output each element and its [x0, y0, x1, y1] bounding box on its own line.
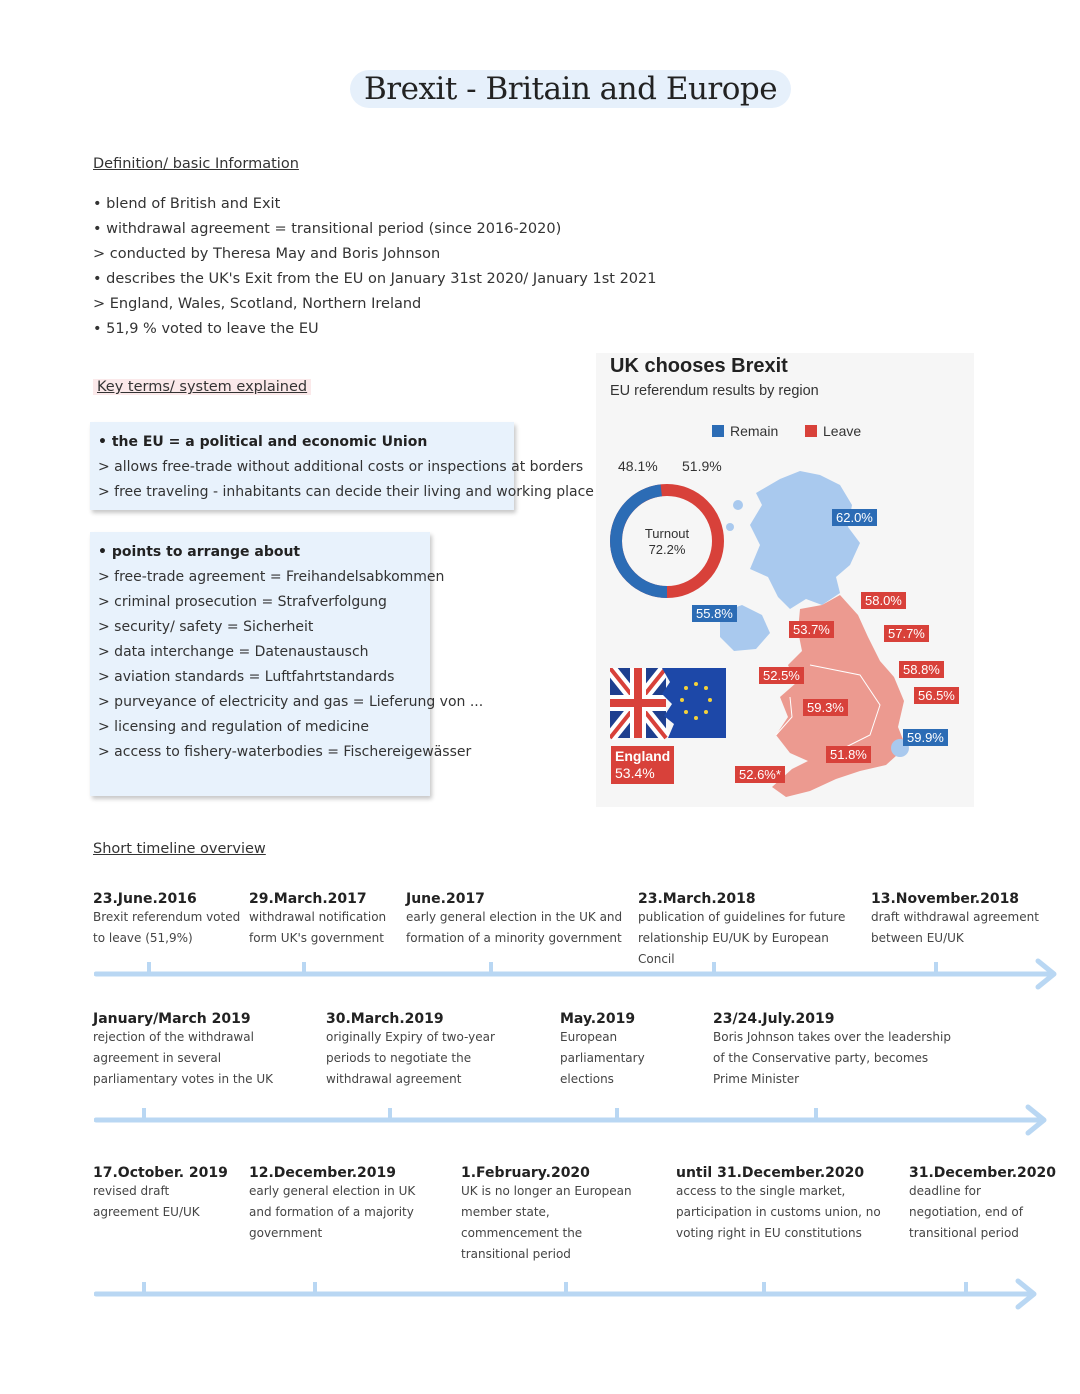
timeline-desc: originally Expiry of two-year periods to negotiate the withdrawal agreement	[326, 1030, 495, 1086]
timeline-event	[713, 1011, 963, 1090]
page-title: Brexit - Britain and Europe	[350, 70, 791, 108]
timeline-desc: European parliamentary elections	[560, 1030, 645, 1086]
scotland-tag: 62.0%	[832, 509, 877, 526]
timeline-event	[909, 1165, 1057, 1244]
england-value: 53.4%	[615, 765, 655, 781]
points-box-line: > licensing and regulation of medicine	[98, 719, 369, 735]
timeline-event	[406, 891, 626, 949]
timeline-event	[326, 1011, 531, 1090]
west-midlands-tag: 59.3%	[803, 699, 848, 716]
timeline-date: 23/24.July.2019	[713, 1011, 835, 1027]
timeline-desc: draft withdrawal agreement between EU/UK	[871, 910, 1039, 945]
timeline-date: 13.November.2018	[871, 891, 1020, 907]
timeline-date: 29.March.2017	[249, 891, 367, 907]
timeline-desc: Brexit referendum voted to leave (51,9%)	[93, 910, 241, 945]
timeline-event	[93, 891, 243, 949]
points-box-line: > access to fishery-waterbodies = Fischereigewässer	[98, 744, 472, 760]
north-east-tag: 58.0%	[861, 592, 906, 609]
timeline-date: January/March 2019	[93, 1011, 251, 1027]
eu-box-head: • the EU = a political and economic Union	[98, 434, 428, 450]
timeline-desc: UK is no longer an European member state, commencement the transitional period	[461, 1184, 632, 1261]
legend-remain	[712, 423, 778, 439]
timeline-desc: withdrawal notification form UK's government	[249, 910, 387, 945]
timeline-date: 23.June.2016	[93, 891, 197, 907]
timeline-arrow	[94, 956, 1062, 992]
timeline-date: 31.December.2020	[909, 1165, 1057, 1181]
infographic-subtitle: EU referendum results by region	[610, 383, 819, 399]
timeline-desc: revised draft agreement EU/UK	[93, 1184, 200, 1219]
turnout-label: Turnout	[644, 526, 690, 541]
points-box-line: > free-trade agreement = Freihandelsabkommen	[98, 569, 445, 585]
definition-heading: Definition/ basic Information	[93, 156, 299, 172]
definition-line: > conducted by Theresa May and Boris Johnson	[93, 246, 441, 262]
timeline-date: 23.March.2018	[638, 891, 756, 907]
east-tag: 56.5%	[914, 687, 959, 704]
definition-list	[93, 192, 656, 342]
eu-definition-box	[90, 422, 594, 510]
leave-swatch	[805, 425, 817, 437]
points-box-head: • points to arrange about	[98, 544, 301, 560]
points-box-line: > aviation standards = Luftfahrtstandards	[98, 669, 395, 685]
england-tag	[611, 746, 674, 784]
timeline-desc: early general election in the UK and formation of a minority government	[406, 910, 623, 945]
timeline-date: 30.March.2019	[326, 1011, 444, 1027]
timeline-desc: early general election in UK and formation of a majority government	[249, 1184, 416, 1240]
timeline-desc: access to the single market, participation in customs union, no voting right in EU constitutions	[676, 1184, 881, 1240]
legend-remain-label: Remain	[730, 423, 779, 439]
yorkshire-tag: 57.7%	[884, 625, 929, 642]
definition-line: > England, Wales, Scotland, Northern Ireland	[93, 296, 422, 312]
timeline-event	[676, 1165, 886, 1244]
london-tag: 59.9%	[903, 729, 948, 746]
definition-line: • describes the UK's Exit from the EU on January 31st 2020/ January 1st 2021	[93, 271, 657, 287]
south-west-tag: 52.6%*	[735, 766, 785, 783]
leave-percent: 51.9%	[682, 458, 722, 474]
definition-line: • blend of British and Exit	[93, 196, 281, 212]
points-box-line: > criminal prosecution = Strafverfolgung	[98, 594, 387, 610]
definition-line: • 51,9 % voted to leave the EU	[93, 321, 319, 337]
legend-leave	[805, 423, 861, 439]
east-midlands-tag: 58.8%	[899, 661, 944, 678]
north-west-tag: 53.7%	[789, 621, 834, 638]
timeline-date: June.2017	[406, 891, 485, 907]
eu-box-line: > allows free-trade without additional costs or inspections at borders	[98, 459, 584, 475]
timeline-date: May.2019	[560, 1011, 636, 1027]
timeline-desc: publication of guidelines for future relationship EU/UK by European Concil	[638, 910, 846, 966]
turnout-value: 72.2%	[648, 542, 686, 557]
timeline-date: 17.October. 2019	[93, 1165, 228, 1181]
timeline-event	[93, 1165, 233, 1223]
scotland-region	[750, 471, 860, 609]
legend-leave-label: Leave	[823, 423, 862, 439]
south-east-tag: 51.8%	[826, 746, 871, 763]
timeline-event	[871, 891, 1051, 949]
remain-percent: 48.1%	[618, 458, 658, 474]
eu-box-line: > free traveling - inhabitants can decide their living and working place	[98, 484, 594, 500]
timeline-date: 1.February.2020	[461, 1165, 590, 1181]
remain-swatch	[712, 425, 724, 437]
timeline-date: 12.December.2019	[249, 1165, 397, 1181]
definition-line: • withdrawal agreement = transitional period (since 2016-2020)	[93, 221, 562, 237]
timeline-event	[249, 891, 399, 949]
points-box-line: > data interchange = Datenaustausch	[98, 644, 369, 660]
key-terms-heading: Key terms/ system explained	[93, 379, 311, 395]
timeline-desc: Boris Johnson takes over the leadership of the Conservative party, becomes Prime Minister	[713, 1030, 951, 1086]
england-label: England	[615, 748, 671, 764]
timeline-event	[93, 1011, 308, 1090]
timeline-event	[249, 1165, 419, 1244]
points-box-line: > purveyance of electricity and gas = Lieferung von ...	[98, 694, 484, 710]
timeline-desc: rejection of the withdrawal agreement in several parliamentary votes in the UK	[93, 1030, 274, 1086]
points-box	[90, 532, 484, 796]
timeline-heading: Short timeline overview	[93, 841, 266, 857]
points-box-line: > security/ safety = Sicherheit	[98, 619, 314, 635]
wales-tag: 52.5%	[759, 667, 804, 684]
timeline-desc: deadline for negotiation, end of transitional period	[909, 1184, 1023, 1240]
timeline-event	[461, 1165, 651, 1265]
timeline-date: until 31.December.2020	[676, 1165, 865, 1181]
timeline-event	[560, 1011, 690, 1090]
infographic-title: UK chooses Brexit	[610, 355, 788, 377]
timeline-arrow	[94, 1102, 1052, 1138]
timeline-arrow	[94, 1276, 1042, 1312]
northern-ireland-tag: 55.8%	[692, 605, 737, 622]
